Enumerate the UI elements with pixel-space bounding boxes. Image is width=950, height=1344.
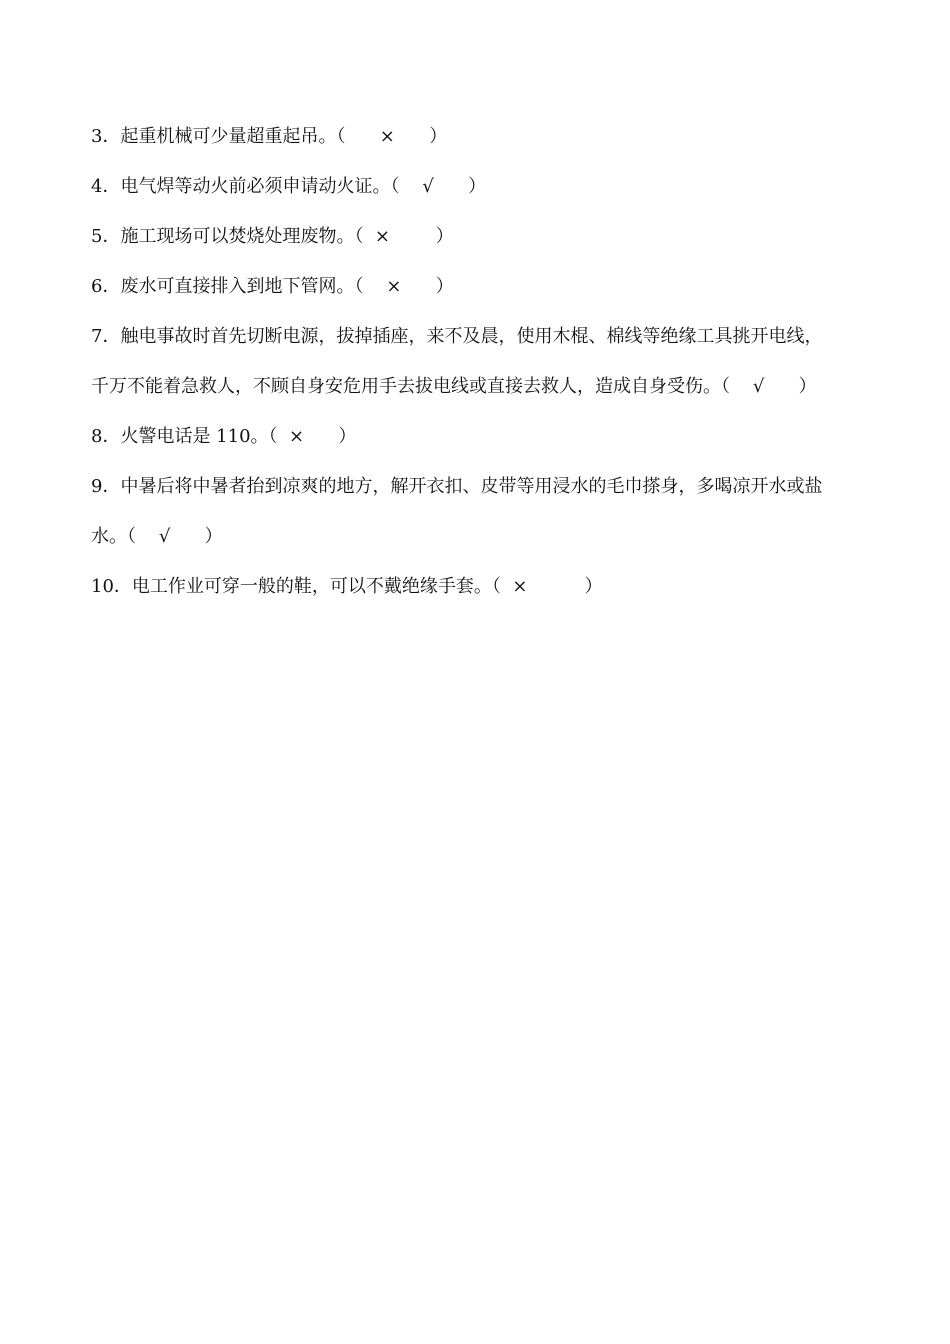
question-3: 3．起重机械可少量超重起吊。（ × ） [91,126,448,147]
question-10: 10．电工作业可穿一般的鞋，可以不戴绝缘手套。（ × ） [91,576,603,597]
question-7-line-1: 7．触电事故时首先切断电源，拔掉插座，来不及晨，使用木棍、棉线等绝缘工具挑开电线， [91,326,823,347]
question-9-line-2: 水。（ √ ） [91,526,223,547]
question-9-line-1: 9．中暑后将中暑者抬到凉爽的地方，解开衣扣、皮带等用浸水的毛巾搽身，多喝凉开水或盐 [91,476,823,497]
question-4: 4．电气焊等动火前必须申请动火证。（ √ ） [91,176,487,197]
question-5: 5．施工现场可以焚烧处理废物。（ × ） [91,226,454,247]
question-8: 8．火警电话是 110。（ × ） [91,426,357,447]
question-6: 6．废水可直接排入到地下管网。（ × ） [91,276,454,297]
question-7-line-2: 千万不能着急救人，不顾自身安危用手去拔电线或直接去救人，造成自身受伤。（ √ ） [91,376,817,397]
